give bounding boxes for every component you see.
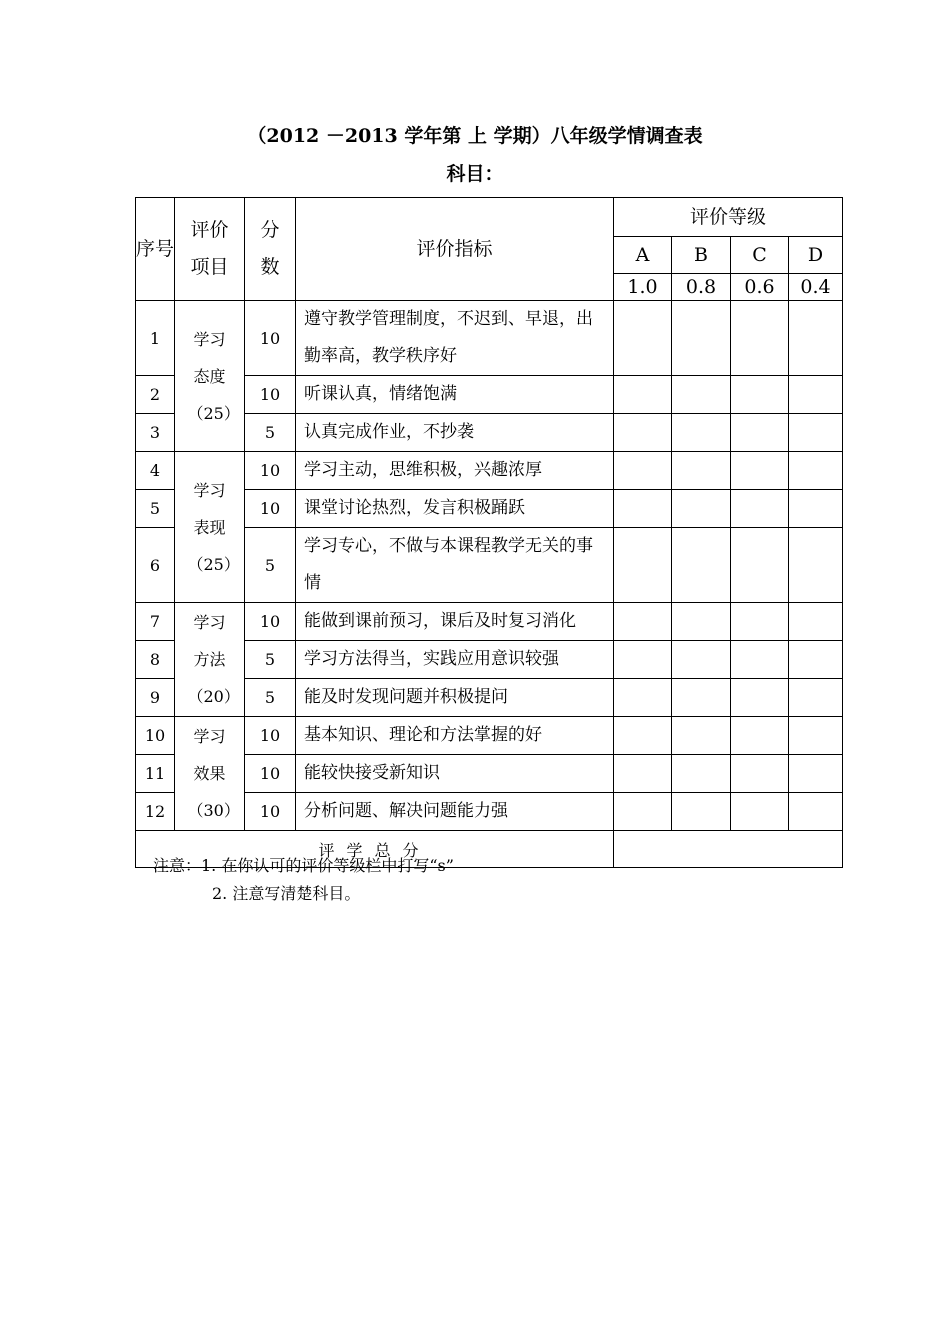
grade-cell-d[interactable] [789,376,843,414]
grade-cell-c[interactable] [731,717,789,755]
grade-cell-a[interactable] [614,452,672,490]
row-indicator: 能及时发现问题并积极提问 [296,679,614,717]
grade-cell-c[interactable] [731,376,789,414]
grade-weight-d: 0.4 [789,274,843,301]
grade-cell-d[interactable] [789,528,843,603]
row-number: 3 [136,414,175,452]
grade-cell-d[interactable] [789,793,843,831]
row-indicator: 能做到课前预习，课后及时复习消化 [296,603,614,641]
total-label: 评学总分 [136,831,614,868]
row-score: 10 [245,490,296,528]
row-score: 10 [245,717,296,755]
row-number: 10 [136,717,175,755]
grade-cell-a[interactable] [614,490,672,528]
grade-cell-b[interactable] [672,603,731,641]
grade-cell-a[interactable] [614,301,672,376]
row-number: 1 [136,301,175,376]
grade-cell-a[interactable] [614,641,672,679]
survey-table [135,197,843,868]
grade-cell-b[interactable] [672,793,731,831]
grade-cell-b[interactable] [672,717,731,755]
row-number: 5 [136,490,175,528]
row-number: 12 [136,793,175,831]
row-score: 10 [245,376,296,414]
row-number: 8 [136,641,175,679]
grade-cell-c[interactable] [731,414,789,452]
row-number: 9 [136,679,175,717]
grade-letter-d: D [789,237,843,274]
grade-cell-a[interactable] [614,414,672,452]
row-number: 7 [136,603,175,641]
row-indicator: 听课认真，情绪饱满 [296,376,614,414]
table-row [136,603,843,641]
header-indicator: 评价指标 [296,198,614,301]
row-indicator: 能较快接受新知识 [296,755,614,793]
grade-cell-a[interactable] [614,679,672,717]
row-indicator: 课堂讨论热烈，发言积极踊跃 [296,490,614,528]
grade-letter-b: B [672,237,731,274]
row-score: 5 [245,528,296,603]
group-label: 学习方法（20） [175,603,245,717]
grade-cell-c[interactable] [731,641,789,679]
row-indicator: 学习主动，思维积极，兴趣浓厚 [296,452,614,490]
row-number: 2 [136,376,175,414]
grade-cell-d[interactable] [789,755,843,793]
row-score: 5 [245,641,296,679]
row-indicator: 学习方法得当，实践应用意识较强 [296,641,614,679]
grade-cell-b[interactable] [672,301,731,376]
grade-cell-c[interactable] [731,301,789,376]
grade-cell-b[interactable] [672,679,731,717]
grade-cell-b[interactable] [672,755,731,793]
grade-cell-c[interactable] [731,679,789,717]
group-label: 学习效果（30） [175,717,245,831]
grade-weight-c: 0.6 [731,274,789,301]
grade-letter-c: C [731,237,789,274]
row-score: 5 [245,679,296,717]
grade-cell-a[interactable] [614,793,672,831]
grade-cell-c[interactable] [731,755,789,793]
row-indicator: 学习专心，不做与本课程教学无关的事情 [296,528,614,603]
row-score: 10 [245,301,296,376]
row-score: 10 [245,452,296,490]
row-score: 5 [245,414,296,452]
grade-cell-b[interactable] [672,414,731,452]
grade-cell-c[interactable] [731,452,789,490]
grade-cell-d[interactable] [789,490,843,528]
grade-cell-b[interactable] [672,490,731,528]
grade-cell-c[interactable] [731,793,789,831]
grade-weight-a: 1.0 [614,274,672,301]
grade-cell-a[interactable] [614,717,672,755]
grade-cell-c[interactable] [731,490,789,528]
grade-cell-a[interactable] [614,376,672,414]
grade-cell-d[interactable] [789,452,843,490]
note-line-1: 注意：1. 在你认可的评价等级栏中打写“s” [153,856,454,875]
grade-cell-d[interactable] [789,679,843,717]
grade-cell-c[interactable] [731,528,789,603]
table-row [136,717,843,755]
row-number: 6 [136,528,175,603]
page-title: （2012 －2013 学年第 上 学期）八年级学情调查表 [247,125,703,147]
row-indicator: 认真完成作业，不抄袭 [296,414,614,452]
grade-cell-d[interactable] [789,603,843,641]
grade-cell-a[interactable] [614,603,672,641]
header-grade: 评价等级 [614,198,843,237]
row-number: 4 [136,452,175,490]
row-score: 10 [245,755,296,793]
grade-cell-b[interactable] [672,641,731,679]
grade-cell-a[interactable] [614,755,672,793]
row-indicator: 分析问题、解决问题能力强 [296,793,614,831]
row-score: 10 [245,793,296,831]
row-indicator: 遵守教学管理制度，不迟到、早退，出勤率高，教学秩序好 [296,301,614,376]
row-number: 11 [136,755,175,793]
row-indicator: 基本知识、理论和方法掌握的好 [296,717,614,755]
grade-cell-b[interactable] [672,376,731,414]
subject-label: 科目： [446,163,504,185]
grade-cell-d[interactable] [789,717,843,755]
grade-cell-b[interactable] [672,528,731,603]
header-seq: 序号 [136,198,175,301]
table-row [136,452,843,490]
grade-cell-a[interactable] [614,528,672,603]
grade-letter-a: A [614,237,672,274]
row-score: 10 [245,603,296,641]
grade-cell-d[interactable] [789,414,843,452]
grade-cell-b[interactable] [672,452,731,490]
notes [153,852,454,908]
header-score: 分数 [245,198,296,301]
header-item: 评价项目 [175,198,245,301]
total-score-cell[interactable] [614,831,843,868]
grade-cell-d[interactable] [789,301,843,376]
note-line-2: 2. 注意写清楚科目。 [212,884,361,903]
grade-weight-b: 0.8 [672,274,731,301]
group-label: 学习态度（25） [175,301,245,452]
grade-cell-d[interactable] [789,641,843,679]
grade-cell-c[interactable] [731,603,789,641]
table-row [136,301,843,376]
group-label: 学习表现（25） [175,452,245,603]
